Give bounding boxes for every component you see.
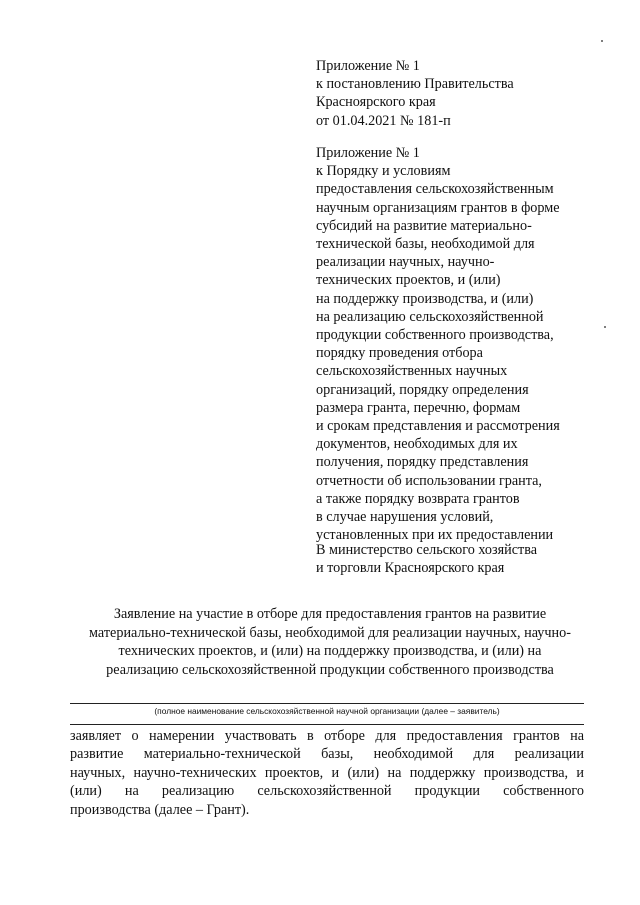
title-line: технических проектов, и (или) на поддержку производства, и (или) на <box>118 643 542 660</box>
field-underline <box>70 724 584 725</box>
body-line: (или) на реализацию сельскохозяйственной продукции собственного <box>70 783 584 800</box>
appendix-line: и срокам представления и рассмотрения <box>316 418 560 435</box>
appendix-line: к Порядку и условиям <box>316 163 451 180</box>
appendix-line: на поддержку производства, и (или) <box>316 290 534 307</box>
appendix-line: получения, порядку представления <box>316 454 529 471</box>
appendix-line: Красноярского края <box>316 94 436 111</box>
appendix-line: предоставления сельскохозяйственным <box>316 181 554 198</box>
appendix-line: Приложение № 1 <box>316 58 420 74</box>
scan-speck <box>601 40 603 42</box>
title-line: материально-технической базы, необходимой для реализации научных, научно- <box>89 624 571 641</box>
appendix-line: отчетности об использовании гранта, <box>316 472 542 489</box>
title-line: реализацию сельскохозяйственной продукции собственного производства <box>106 661 554 678</box>
appendix-line: а также порядку возврата грантов <box>316 490 520 507</box>
appendix-line: к постановлению Правительства <box>316 76 514 93</box>
body-line: научных, научно-технических проектов, и (или) на поддержку производства, и <box>70 764 584 781</box>
organization-name-field-line <box>70 703 584 704</box>
appendix-line: Приложение № 1 <box>316 145 420 161</box>
addressee-line: В министерство сельского хозяйства <box>316 542 538 558</box>
appendix-line: сельскохозяйственных научных <box>316 363 508 380</box>
title-line: Заявление на участие в отборе для предоставления грантов на развитие <box>113 606 547 622</box>
appendix-line: технической базы, необходимой для <box>316 236 535 253</box>
appendix-header-procedure <box>316 144 616 544</box>
appendix-line: субсидий на развитие материально- <box>316 217 532 234</box>
appendix-line: размера гранта, перечню, формам <box>316 399 521 416</box>
field-caption: (полное наименование сельскохозяйственной научной организации (далее – заявитель) <box>154 706 500 716</box>
appendix-line: технических проектов, и (или) <box>316 272 501 289</box>
body-line: производства (далее – Грант). <box>70 801 250 818</box>
body-paragraph <box>70 727 584 819</box>
appendix-line: от 01.04.2021 № 181-п <box>316 112 451 129</box>
appendix-line: научным организациям грантов в форме <box>316 199 560 216</box>
body-line: заявляет о намерении участвовать в отборе для предоставления грантов на <box>70 728 584 744</box>
appendix-line: на реализацию сельскохозяйственной <box>316 308 544 325</box>
document-title <box>60 605 600 679</box>
appendix-line: организаций, порядку определения <box>316 381 529 398</box>
appendix-line: установленных при их предоставлении <box>316 527 554 544</box>
scan-speck <box>604 326 606 328</box>
addressee <box>316 541 616 577</box>
appendix-line: в случае нарушения условий, <box>316 509 494 526</box>
appendix-line: документов, необходимых для их <box>316 436 518 453</box>
addressee-line: и торговли Красноярского края <box>316 560 505 577</box>
body-line: развитие материально-технической базы, необходимой для реализации <box>70 746 584 763</box>
appendix-line: порядку проведения отбора <box>316 345 483 362</box>
appendix-header-resolution <box>316 57 616 130</box>
appendix-line: реализации научных, научно- <box>316 254 495 271</box>
appendix-line: продукции собственного производства, <box>316 327 554 344</box>
